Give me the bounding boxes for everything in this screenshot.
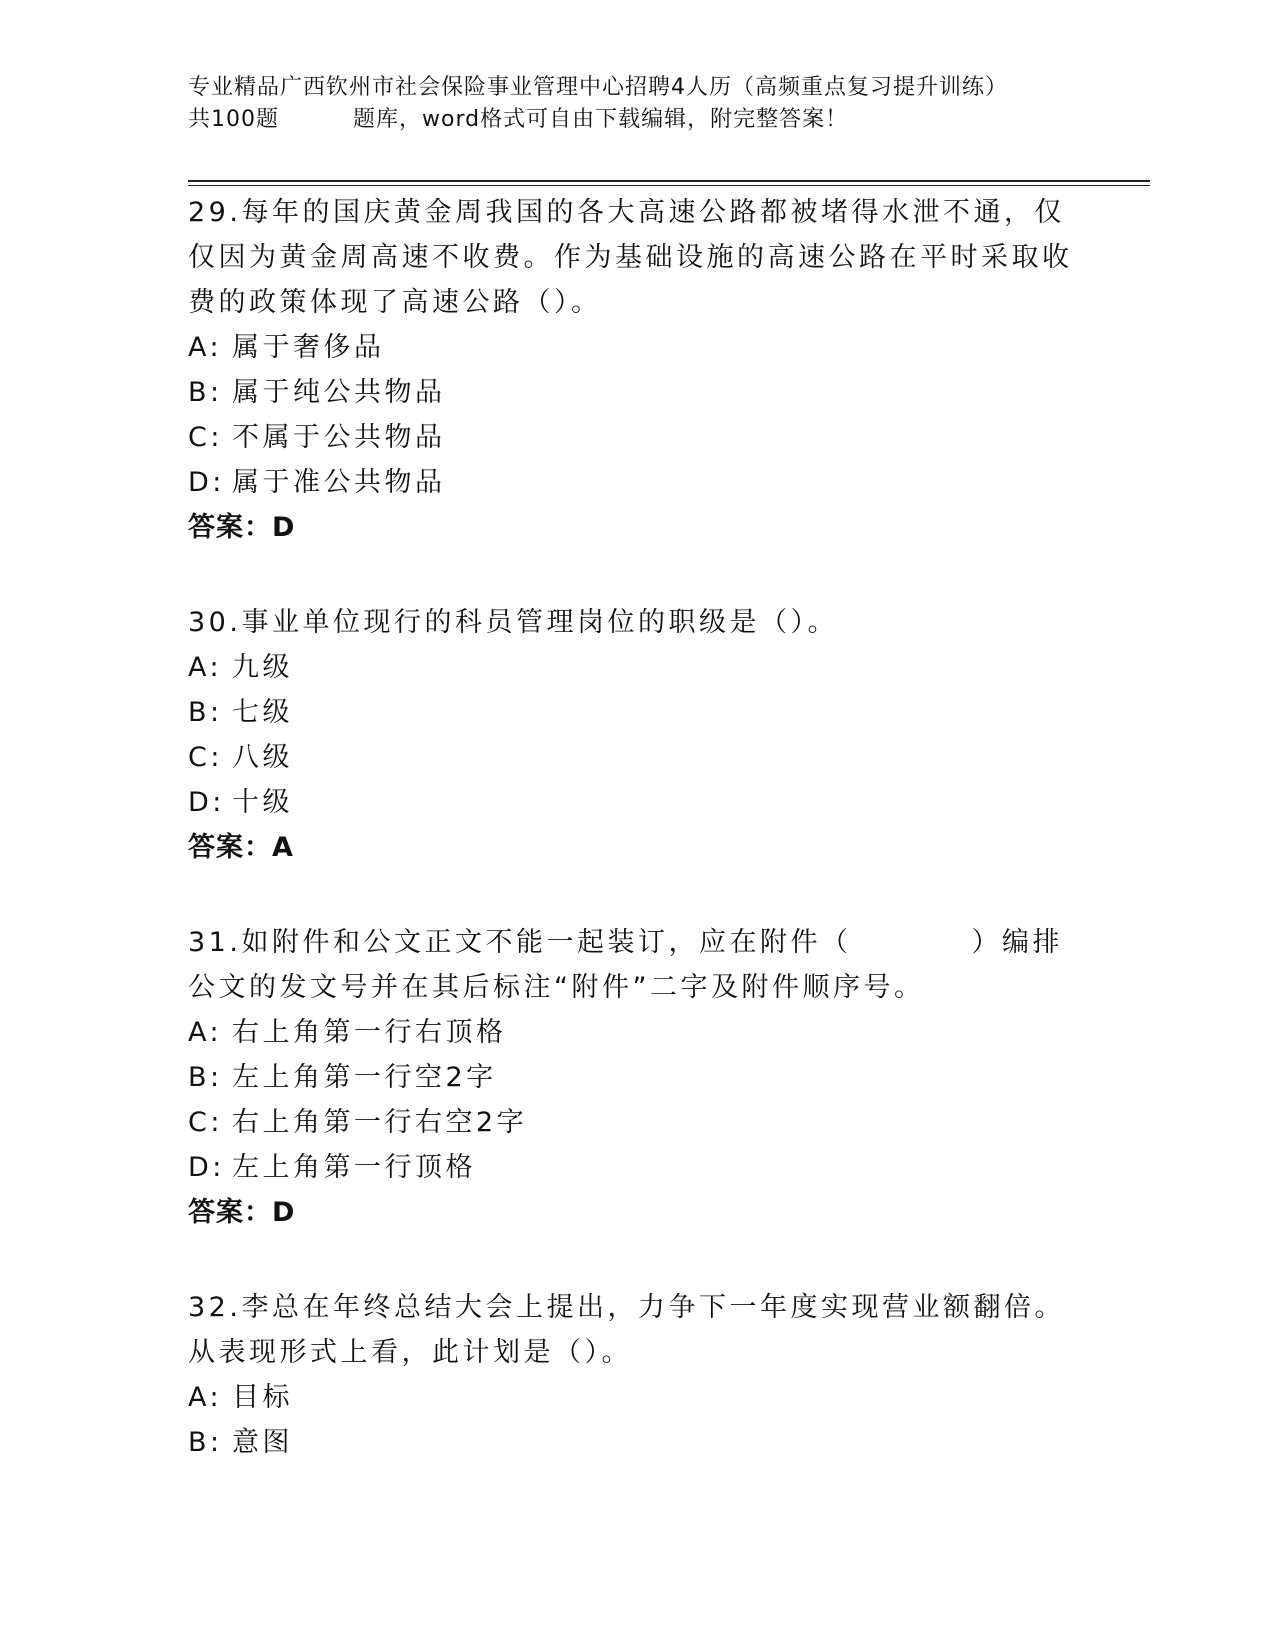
option-text: 八级	[232, 742, 293, 773]
option-text: 九级	[232, 652, 293, 683]
option-d	[188, 780, 1088, 825]
option-letter: B:	[188, 1062, 223, 1093]
header-subtitle-line	[188, 104, 1088, 136]
question-text: 29.每年的国庆黄金周我国的各大高速公路都被堵得水泄不通，仅仅因为黄金周高速不收费。作为基础设施的高速公路在平时采取收费的政策体现了高速公路（）。	[188, 197, 1073, 318]
option-c	[188, 1100, 1088, 1145]
option-letter: A:	[188, 1017, 223, 1048]
option-b	[188, 690, 1088, 735]
question-30	[188, 600, 1088, 870]
option-a	[188, 325, 1088, 370]
answer-line: 答案：A	[188, 832, 294, 863]
option-c	[188, 415, 1088, 460]
option-letter: B:	[188, 697, 223, 728]
answer-line: 答案：D	[188, 512, 296, 543]
option-b	[188, 370, 1088, 415]
question-31	[188, 920, 1088, 1235]
answer-line: 答案：D	[188, 1197, 296, 1228]
option-letter: C:	[188, 422, 223, 453]
option-b	[188, 1420, 1088, 1465]
option-a	[188, 645, 1088, 690]
option-text: 十级	[232, 787, 293, 818]
option-text: 七级	[232, 697, 293, 728]
option-a	[188, 1010, 1088, 1055]
question-text	[188, 920, 1088, 1010]
option-c	[188, 735, 1088, 780]
header-count: 共100题	[188, 107, 279, 132]
option-a	[188, 1375, 1088, 1420]
option-text: 不属于公共物品	[232, 422, 446, 453]
option-text: 右上角第一行右空2字	[232, 1107, 528, 1138]
option-text: 属于准公共物品	[232, 467, 446, 498]
option-text: 左上角第一行空2字	[232, 1062, 497, 1093]
option-letter: A:	[188, 1382, 223, 1413]
option-d	[188, 1145, 1088, 1190]
option-letter: A:	[188, 332, 223, 363]
option-b	[188, 1055, 1088, 1100]
document-header	[188, 72, 1088, 136]
option-letter: A:	[188, 652, 223, 683]
question-29	[188, 190, 1088, 550]
question-text: 32.李总在年终总结大会上提出，力争下一年度实现营业额翻倍。从表现形式上看，此计划是（）。	[188, 1292, 1065, 1368]
option-d	[188, 460, 1088, 505]
header-title-line: 专业精品广西钦州市社会保险事业管理中心招聘4人历（高频重点复习提升训练）	[188, 75, 1008, 100]
option-letter: C:	[188, 742, 223, 773]
option-text: 右上角第一行右顶格	[232, 1017, 507, 1048]
option-letter: D:	[188, 787, 225, 818]
option-text: 属于纯公共物品	[232, 377, 446, 408]
question-text: 30.事业单位现行的科员管理岗位的职级是（）。	[188, 607, 838, 638]
question-text-before-blank: 31.如附件和公文正文不能一起装订，应在附件（	[188, 927, 852, 958]
question-text-after-blank: ）编排公文的发文号并在其后标注“附件”二字及附件顺序号。	[188, 927, 1063, 1003]
header-divider-thin	[188, 185, 1150, 186]
option-text: 目标	[232, 1382, 293, 1413]
question-list	[188, 190, 1088, 1515]
option-text: 意图	[232, 1427, 293, 1458]
option-letter: D:	[188, 467, 225, 498]
question-32	[188, 1285, 1088, 1465]
option-letter: B:	[188, 377, 223, 408]
option-letter: B:	[188, 1427, 223, 1458]
option-text: 属于奢侈品	[232, 332, 385, 363]
option-text: 左上角第一行顶格	[232, 1152, 476, 1183]
option-letter: C:	[188, 1107, 223, 1138]
header-divider-thick	[188, 180, 1150, 182]
option-letter: D:	[188, 1152, 225, 1183]
header-description: 题库，word格式可自由下载编辑，附完整答案！	[353, 107, 849, 132]
